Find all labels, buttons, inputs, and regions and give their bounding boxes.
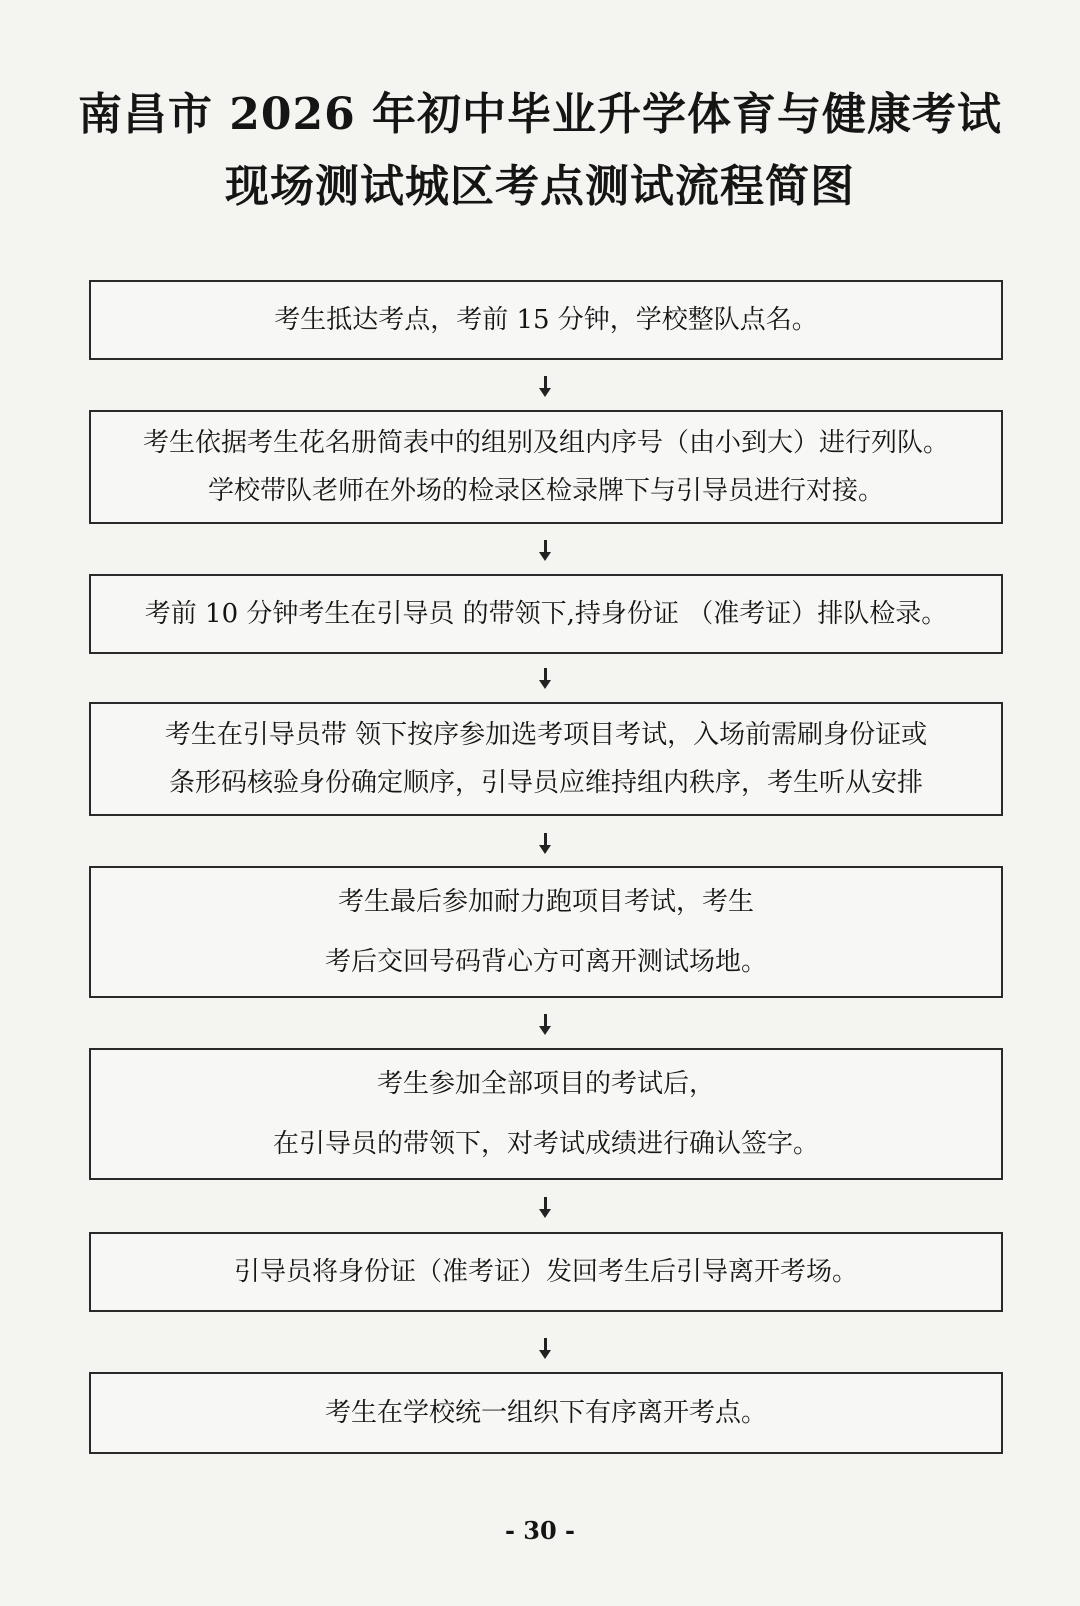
flow-step-text: 考后交回号码背心方可离开测试场地。 (324, 947, 767, 977)
page-number: - 30 - (504, 1516, 576, 1545)
flow-arrow-down-icon (536, 1014, 556, 1036)
flow-arrow-down-icon (536, 1338, 556, 1360)
flow-arrow-down-icon (536, 833, 556, 855)
flow-step-1-box (89, 280, 1003, 360)
document-title-line2: 现场测试城区考点测试流程简图 (225, 161, 855, 212)
flow-arrow-down-icon (536, 376, 556, 398)
flow-step-text: 在引导员的带领下，对考试成绩进行确认签字。 (272, 1129, 819, 1159)
flow-step-text: 考生在引导员带 领下按序参加选考项目考试，入场前需刷身份证或 (164, 720, 928, 750)
flow-step-2-box (89, 410, 1003, 524)
flow-arrow-down-icon (536, 1197, 556, 1219)
flow-step-7-box (89, 1232, 1003, 1312)
document-title-line1: 南昌市 2026 年初中毕业升学体育与健康考试 (77, 89, 1003, 140)
flow-step-text: 条形码核验身份确定顺序，引导员应维持组内秩序，考生听从安排 (168, 768, 923, 798)
flow-step-text: 考生依据考生花名册简表中的组别及组内序号（由小到大）进行列队。 (142, 428, 949, 458)
flow-step-8-box (89, 1372, 1003, 1454)
flow-step-text: 考生抵达考点，考前 15 分钟，学校整队点名。 (274, 305, 818, 335)
flow-step-6-box (89, 1048, 1003, 1180)
flow-step-text: 考生最后参加耐力跑项目考试，考生 (337, 887, 754, 917)
flow-step-text: 学校带队老师在外场的检录区检录牌下与引导员进行对接。 (207, 476, 884, 506)
flow-step-5-box (89, 866, 1003, 998)
flow-step-text: 引导员将身份证（准考证）发回考生后引导离开考场。 (233, 1257, 858, 1287)
flow-step-text: 考生在学校统一组织下有序离开考点。 (324, 1398, 767, 1428)
flow-arrow-down-icon (536, 668, 556, 690)
flow-arrow-down-icon (536, 540, 556, 562)
flow-step-text: 考生参加全部项目的考试后， (376, 1069, 715, 1099)
flow-step-4-box (89, 702, 1003, 816)
flow-step-3-box (89, 574, 1003, 654)
flow-step-text: 考前 10 分钟考生在引导员 的带领下,持身份证 （准考证）排队检录。 (144, 599, 948, 629)
